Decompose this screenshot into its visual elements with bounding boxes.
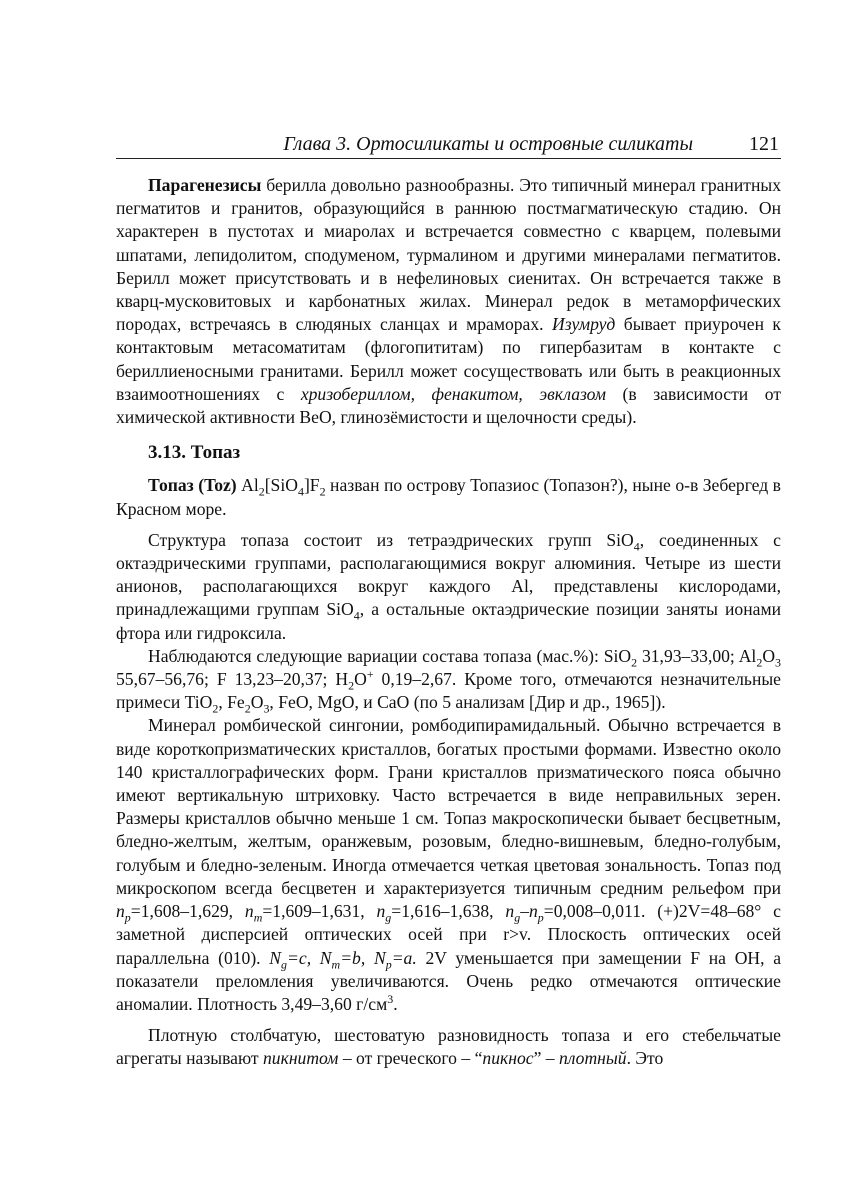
paragraph-pycnite: Плотную столбчатую, шестоватую разновидность топаза и его стебельчатые агрегаты называют пикнитом – от греческого – “пикнос” – плотный. Это xyxy=(116,1025,781,1069)
paragraph-topaz-formula: Топаз (Toz) $Al_2[SiO_4]F_2$ назван по острову Топазиос (Топазон?), ныне о-в Зебергед в Красном море. xyxy=(116,475,781,519)
term-topaz: Топаз (Toz) xyxy=(148,475,237,496)
paragraph-composition: Наблюдаются следующие вариации состава топаза (мас.%): SiO$_2$ 31,93–33,00; $Al_2O_3$ 55,67–56,76; F 13,23–20,37; $H_2O^+$ 0,19–2,67. Кроме того, отмечаются незначительные примеси TiO$_2$, $Fe_2O_3$, FeO, MgO, и CaO (по 5 анализам [Дир и др., 1965]). xyxy=(116,645,782,716)
paragraph-paragenesis: Парагенезисы берилла довольно разнообразны. Это типичный минерал гранитных пегматитов и гранитов, образующийся в раннюю постмагматическую стадию. Он характерен в пустотах и миаролах и встречается совместно с кварцем, полевыми шпатами, лепидолитом, сподуменом, турмалином и другими минералами пегматитов. Берилл может присутствовать и в нефелиновых сиенитах. Он встречается также в кварц-мусковитовых и карбонатных жилах. Минерал редок в метаморфических породах, встречаясь в слюдяных сланцах и мраморах. Изумруд бывает приурочен к контактовым метасоматитам (флогопититам) по гипербазитам в контакте с бериллиеносными гранитами. Берилл может сосуществовать или быть в реакционных взаимоотношениях с хризобериллом, фенакитом, эвклазом (в зависимости от химической активности BeO, глинозёмистости и щелочности среды). xyxy=(116,175,782,428)
body-text xyxy=(116,174,781,1071)
section-heading: 3.13. Топаз xyxy=(148,442,241,464)
page-number: 121 xyxy=(749,133,779,155)
paragraph-structure: Структура топаза состоит из тетраэдрических групп SiO$_4$, соединенных с октаэдрическими группами, располагающимися вокруг алюминия. Четыре из шести анионов, располагающихся вокруг каждого Al, представлены кислородами, принадлежащими группам SiO$_4$, а остальные октаэдрические позиции заняты ионами фтора или гидроксила. xyxy=(116,529,782,643)
term-paragenesis: Парагенезисы xyxy=(148,175,262,195)
running-title: Глава 3. Ортосиликаты и островные силикаты xyxy=(283,133,693,155)
term-emerald: Изумруд xyxy=(552,314,616,335)
page-header xyxy=(116,132,781,159)
term-associated-minerals: хризобериллом, фенакитом, эвклазом xyxy=(300,383,607,404)
term-pycnite: пикнитом xyxy=(263,1048,339,1069)
paragraph-morphology-optics: Минерал ромбической сингонии, ромбодипирамидальный. Обычно встречается в виде короткопризматических кристаллов, богатых простыми формами. Известно около 140 кристаллографических форм. Грани кристаллов призматического пояса обычно имеют вертикальную штриховку. Часто встречается в виде неправильных зерен. Размеры кристаллов обычно меньше 1 см. Топаз макроскопически бывает бесцветным, бледно-желтым, желтым, оранжевым, розовым, бледно-вишневым, бледно-голубым, голубым и бледно-зеленым. Иногда отмечается четкая цветовая зональность. Топаз под микроскопом всегда бесцветен и характеризуется типичным средним рельефом при $n_p=1,608-1,629$, $n_m=1,609-1,631$, $n_g=1,616-1,638$, $n_g-n_p=0,008-0,011$. (+)2V=48–68° с заметной дисперсией оптических осей при r>v. Плоскость оптических осей параллельна (010). $N_g=c$, $N_m=b$, $N_p=a$. 2V уменьшается при замещении F на OH, а показатели преломления увеличиваются. Очень редко отмечаются оптические аномалии. Плотность 3,49–3,60 $г/см^3$. xyxy=(116,715,782,1014)
